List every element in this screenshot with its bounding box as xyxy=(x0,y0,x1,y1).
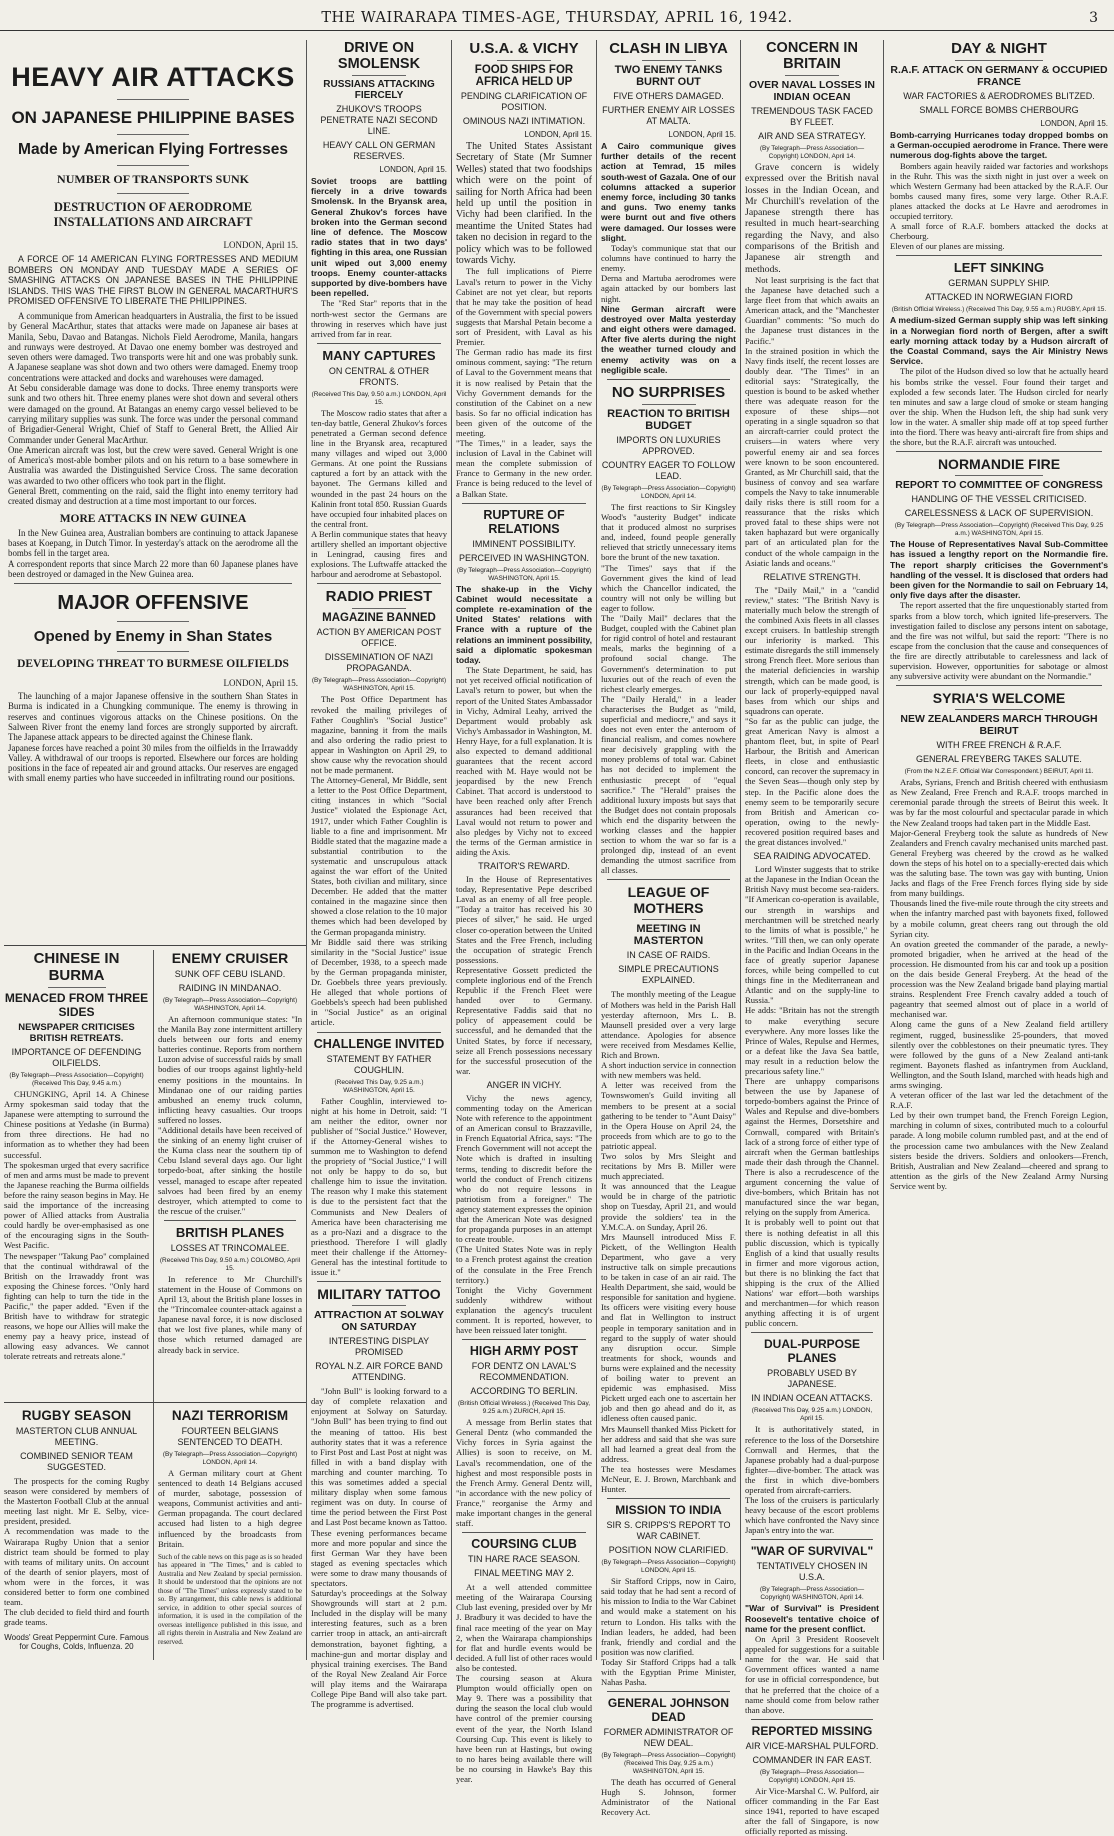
deck: ZHUKOV'S TROOPS PENETRATE NAZI SECOND LINE. xyxy=(320,104,438,136)
article-mission-to-india xyxy=(601,1503,736,1687)
headline: SYRIA'S WELCOME xyxy=(932,690,1066,707)
headline: NO SURPRISES xyxy=(611,384,726,402)
article-league-of-mothers xyxy=(601,884,736,1494)
article-reported-missing xyxy=(745,1724,879,1836)
headline: RUPTURE OF RELATIONS xyxy=(483,507,565,536)
column-nazi xyxy=(154,1408,306,1660)
article-body: In the New Guinea area, Australian bombers are continuing to attack Japanese bases at Koepang, in Dutch Timor. In yesterday's attack on the aerodrome all the bombs fell in the target area. A correspondent reports that since March 22 more than 60 Japanese planes have been destroyed or damaged in the New Guinea area. xyxy=(8,527,298,579)
credit: (From the N.Z.E.F. Official War Correspondent.) BEIRUT, April 11. xyxy=(904,768,1094,776)
article-body: Not least surprising is the fact that the Japanese have detached such a large fleet from that which awaits an American attack, and the "Manchester Guardian" comments: "So much do the Japanese trust distances in the Pacific." In the strained position in which the Navy finds itself, the recent losses are doubly dear. "The Times" in an editorial says: "Strategically, the question is bound to be asked whether there was adequate reason for the exposure of these ships—not operating in a single squadron so that an aircraft-carrier could protect the cruisers—in waters where very powerful enemy air and sea forces were known to be soon encountered. Granted, as Mr Churchill said, that the business of convoy and sea warfare compels the Navy to take innumerable daily risks there is still room for a reassurance that the risks which proved fatal to these ships were not taken haphazard but were organically part of an articulated plan for the conduct of the whole campaign in the Asiatic lands and oceans." xyxy=(745,274,879,568)
deck: FORMER ADMINISTRATOR OF NEW DEAL. xyxy=(603,1727,734,1749)
credit: (Received This Day, 9.50 a.m.) LONDON, April 15. xyxy=(311,390,447,406)
headline: DAY & NIGHT xyxy=(951,40,1047,57)
headline: CLASH IN LIBYA xyxy=(609,40,728,57)
article-body: Bombers again heavily raided war factories and workshops in the Ruhr. This was the sixth night in just over a week on which Western Germany had been attacked by the R.A.F. Our bombs caused many fires, some very large. Other R.A.F. planes attacked the docks at Le Havre and aerodromes in occupied territory. A small force of R.A.F. bombers attacked the docks at Cherbourg. Eleven of our planes are missing. xyxy=(890,160,1108,252)
headline: LEAGUE OF MOTHERS xyxy=(627,884,710,917)
deck: SIMPLE PRECAUTIONS EXPLAINED. xyxy=(618,964,719,986)
article-body: Father Coughlin, interviewed to-night at his home in Detroit, said: "I am neither the editor, owner nor publisher of "Social Justice." However, if the Attorney-General wishes to summon me to Washington to defend the propriety of "Social Justice," I will not only be happy to do so, but challenge him to issue the invitation. The reason why I make this statement is due to the persistent fact that the Communists and New Dealers of America have been characterising me as a pro-Nazi and a disgrace to the priesthood. Therefore I will gladly meet their challenge if the Attorney-General has the intestinal fortitude to issue it." xyxy=(311,1095,447,1278)
deck: IMPORTS ON LUXURIES APPROVED. xyxy=(616,435,721,457)
subheadline: ON JAPANESE PHILIPPINE BASES xyxy=(11,108,295,127)
deck: SMALL FORCE BOMBS CHERBOURG xyxy=(919,105,1079,115)
deck: WITH FREE FRENCH & R.A.F. xyxy=(936,740,1062,751)
deck: ROYAL N.Z. AIR FORCE BAND ATTENDING. xyxy=(315,1361,443,1383)
deck: PROBABLY USED BY JAPANESE. xyxy=(767,1368,857,1390)
subhead: RELATIVE STRENGTH. xyxy=(763,571,861,582)
article-body: It is authoritatively stated, in reference to the loss of the Dorsetshire Cornwall and Hermes, that the Japanese probably had a dual-purpose fighter—dive-bomber. The attack was the first in which dive-bombers operated from aircraft-carriers. The loss of the cruisers is particularly heavy because of the escort problems which have confronted the Navy since Japan's entry into the war. xyxy=(745,1424,879,1536)
advertisement: Woods' Great Peppermint Cure. Famous for Coughs, Colds, Influenza. 20 xyxy=(4,1633,149,1652)
copyright-notice: Such of the cable news on this page as is so headed has appeared in "The Times," and is cabled to Australia and New Zealand by special permission. It should be understood that the opinions are not those of "The Times" unless expressly stated to be so. By arrangement, this cable news is additional service, in addition to other special sources of information, it is used in the compilation of the overseas intelligence published in this issue, and all rights therein in Australia and New Zealand are reserved. xyxy=(158,1552,302,1646)
article-concern-in-britain xyxy=(745,40,879,1328)
deck: GENERAL FREYBERG TAKES SALUTE. xyxy=(916,754,1082,765)
intro: A Cairo communique gives further details of the recent action at Temrad, 15 miles south-west of Gazala. One of our columns attacked a superior enemy force, including 30 tanks and guns. Two enemy tanks were burnt out and five others were damaged. Our losses were slight. xyxy=(601,141,736,243)
headline: CHALLENGE INVITED xyxy=(313,1036,445,1051)
article-body: In reference to Mr Churchill's statement in the House of Commons on April 13, about the British plane losses in the "Trincomalee counter-attack against a Japanese naval force, it is now disclosed that we lost five planes, while many of those which returned damaged are already back in service. xyxy=(158,1273,302,1355)
subheadline: MEETING IN MASTERTON xyxy=(633,923,704,948)
subheadline: NEW ZEALANDERS MARCH THROUGH BEIRUT xyxy=(900,713,1098,738)
subheadline: FOOD SHIPS FOR AFRICA HELD UP xyxy=(474,64,574,88)
headline: REPORTED MISSING xyxy=(751,1723,873,1738)
headline: COURSING CLUB xyxy=(471,1537,577,1552)
article-body: The prospects for the coming Rugby season were considered by members of the Masterton Football Club at the annual meeting last night. Mr E. Selby, vice-president, presided. A recommendation was made to the Wairarapa Rugby Union that a senior district team should be formed to play with teams of military units. On account of the dearth of senior players, most of whom were in the forces, it was considered better to form one combined team. The club decided to field third and fourth grade teams. xyxy=(4,1476,149,1628)
headline: RUGBY SEASON xyxy=(21,1408,132,1423)
deck: FOURTEEN BELGIANS SENTENCED TO DEATH. xyxy=(177,1426,283,1447)
subheadline: TWO ENEMY TANKS BURNT OUT xyxy=(614,64,723,88)
intro: Soviet troops are battling fiercely in a drive towards Smolensk. In the Bryansk area, General Zhukov's forces have broken into the German second line of defence. The Moscow radio states that in two days' fighting in this area, one Russian unit wiped out 3,000 enemy troops. Enemy counter-attacks supported by dive-bombers have been repelled. xyxy=(311,176,447,299)
headline: U.S.A. & VICHY xyxy=(469,40,579,57)
deck: TREMENDOUS TASK FACED BY FLEET. xyxy=(751,106,873,127)
article-high-army-post xyxy=(456,1344,592,1528)
masthead xyxy=(0,0,1114,31)
deck: IMPORTANCE OF DEFENDING OILFIELDS. xyxy=(11,1047,142,1068)
article-british-planes xyxy=(158,1225,302,1355)
article-enemy-cruiser xyxy=(158,950,302,1216)
deck: RAIDING IN MINDANAO. xyxy=(178,983,282,993)
deck: SUNK OFF CEBU ISLAND. xyxy=(174,969,286,979)
deck: SIR S. CRIPPS'S REPORT TO WAR CABINET. xyxy=(606,1520,731,1542)
deck: Made by American Flying Fortresses xyxy=(18,141,288,158)
dateline: LONDON, April 15. xyxy=(668,130,736,139)
headline: MILITARY TATTOO xyxy=(317,1286,441,1303)
column-3 xyxy=(452,40,596,1784)
headline: "WAR OF SURVIVAL" xyxy=(750,1544,874,1559)
deck: FINAL MEETING MAY 2. xyxy=(474,1568,574,1579)
deck: AIR AND SEA STRATEGY. xyxy=(758,131,866,141)
dateline: LONDON, April 15. xyxy=(1040,119,1108,128)
article-clash-in-libya xyxy=(601,40,736,375)
dateline: LONDON, April 15. xyxy=(223,678,298,689)
article-general-johnson-dead xyxy=(601,1696,736,1817)
article-chinese-in-burma xyxy=(4,950,149,1362)
deck: NEWSPAPER CRITICISES BRITISH RETREATS. xyxy=(18,1022,135,1044)
deck: IMMINENT POSSIBILITY. xyxy=(472,538,576,549)
article-body: The death has occurred of General Hugh S. Johnson, former Administrator of the National Recovery Act. xyxy=(601,1777,736,1818)
article-body: The "Red Star" reports that in the north-west sector the Germans are throwing in reserves which have just arrived from far in rear. xyxy=(311,298,447,339)
credit: (By Telegraph—Press Association—Copyright) WASHINGTON, April 15. xyxy=(311,677,447,693)
deck: FIVE OTHERS DAMAGED. xyxy=(613,91,724,101)
deck: ATTACKED IN NORWEGIAN FIORD xyxy=(925,292,1073,303)
deck: INTERESTING DISPLAY PROMISED xyxy=(328,1336,430,1358)
deck: IN CASE OF RAIDS. xyxy=(626,950,711,961)
credit: (By Telegraph—Press Association—Copyright) LONDON, April 14. xyxy=(162,1451,298,1466)
subheadline: ATTRACTION AT SOLWAY ON SATURDAY xyxy=(313,1309,445,1334)
deck: DEVELOPING THREAT TO BURMESE OILFIELDS xyxy=(17,658,289,671)
deck: GERMAN SUPPLY SHIP. xyxy=(948,278,1050,289)
article-body: A message from Berlin states that General Dentz (who commanded the Vichy forces in Syria against the Allies) is soon to receive, on M. Laval's recommendation, one of the highest and most responsible posts in the French Army. General Dentz will, "in accordance with the new policy of France," reorganise the Army and make important changes in the general staff. xyxy=(456,1417,592,1529)
deck: ACCORDING TO BERLIN. xyxy=(470,1386,578,1397)
deck: ACTION BY AMERICAN POST OFFICE. xyxy=(316,627,442,649)
deck: DESTRUCTION OF AERODROME INSTALLATIONS AND AIRCRAFT xyxy=(53,200,253,229)
article-body: The pilot of the Hudson dived so low that he actually heard his bombs strike the vessel. Four found their target and exploded a few seconds later. The Hudson circled for nearly ten minutes and saw a large cloud of smoke or steam hanging over the ship. When the Hudson left, the ship had sunk very low in the water. A smaller ship made off at top speed further into the fiord. There was heavy anti-aircraft fire from ships and the shore, but the R.A.F. aircraft was untouched. xyxy=(890,366,1108,448)
deck: IN INDIAN OCEAN ATTACKS. xyxy=(751,1393,873,1404)
article-body: Sir Stafford Cripps, now in Cairo, said today that he had sent a record of his mission to India to the War Cabinet and would make a statement on his return to London. His talks with the Indian leaders, he added, had been frank, friendly and cordial and the position was now clarified. Today Sir Stafford Cripps had a talk with the Egyptian Prime Minister, Nahas Pasha. xyxy=(601,1576,736,1688)
deck: TIN HARE RACE SEASON. xyxy=(467,1554,581,1565)
article-body: The report asserted that the fire unquestionably started from sparks from a blow torch, which ignited life-preservers. The investigation failed to disclose any persons intent on sabotage, and the fire was not wilful, but said the report: "There is no escape from the conclusion that the cause and consequences of the fire are directly attributable to carelessness and lack of supervision. However, opportunities for sabotage or almost any subversive activity were abundant on the Normandie." xyxy=(890,600,1108,682)
headline: DUAL-PURPOSE PLANES xyxy=(763,1337,860,1366)
article-body: Arabs, Syrians, French and British cheered with enthusiasm as New Zealand, Free French and R.A.F. troops marched in ceremonial parade through the streets of Beirut this week. It was by far the most colourful and spectacular parade in which the New Zealand troops had taken part in the Middle East. Major-General Freyberg took the salute as hundreds of New Zealanders and French cavalry mechanised units marched past. General Freyberg was cheered by the crowd as he walked down the steps of his hotel on to a specially-erected dais which was the saluting base. The town was gay with bunting, Union Jacks and flags of the Free French forces flying side by side from many buildings. Thousands lined the five-mile route through the city streets and when the infantry marched past with bayonets fixed, followed by a mobile column, great cheers rang out through the old Syrian city. An ovation greeted the commander of the parade, a newly-promoted brigadier, when he arrived at the head of the procession. He dismounted from his car and took up a position on the dais beside General Freyberg. At the head of the procession was the New Zealand brigade band playing martial strains. Resplendent Free French cavalry added a touch of pageantry that seemed almost out of place in a world of mechanised war. Along came the guns of a New Zealand field artillery regiment, rugged, businesslike 25-pounders, that moved silently over the cobblestones on their pneumatic tyres. They were followed by the guns of a New Zealand anti-tank regiment. Bayonets flashed as infantrymen from Auckland, Wellington, and the South Island, marched with heads high and arms swinging. A veteran officer of the last war led the detachment of the R.A.F. Led by their own trumpet band, the French Foreign Legion, marching in column of sixes, contributed much to a colourful parade. A long mobile column rumbled past, and at the end of the procession came two ambulances with the New Zealand sisters beside the drivers. Soldiers and onlookers—French, British, Australian and New Zealand—cheered and sprang to attention as the girls of the New Zealand Army Nursing Service went by. xyxy=(890,777,1108,1191)
credit: (By Telegraph—Press Association—Copyright) WASHINGTON, April 15. xyxy=(456,566,592,582)
headline: CHINESE IN BURMA xyxy=(33,950,120,984)
deck: WAR FACTORIES & AERODROMES BLITZED. xyxy=(903,91,1095,101)
credit: (By Telegraph—Press Association—Copyright) LONDON, April 14. xyxy=(759,145,865,160)
article-body: At a well attended committee meeting of the Wairarapa Coursing Club last evening, presided over by Mr J. Bradbury it was decided to have the final race meeting of the year on May 2, when the Wairarapa championships for flat and hurdle events would be decided. A full list of other races would also be contested. The coursing season at Akura Plumpton would officially open on May 9. There was a possibility that during the season the local club would have control of the premier coursing event of the year, the North Island Coursing Cup. This event is likely to have been run at Hastings, but owing to no hares being available there will be no coursing in Hawke's Bay this year. xyxy=(456,1582,592,1784)
subheadline: OVER NAVAL LOSSES IN INDIAN OCEAN xyxy=(748,79,876,103)
article-body: A communique from American headquarters in Australia, the first to be issued by General MacArthur, states that attacks were made on Japanese air bases at Manila, Sebu, Davao and Batangas. Nichols Field Aerodrome, Manila, hangars and runways were destroyed. At Davao one enemy bomber was destroyed and seven others were damaged. Two transports were hit and one was probably sunk. A Japanese seaplane was shot down and two others were damaged. Enemy troop concentrations were attacked and docks and warehouses were damaged. At Sebu considerable damage was done to docks. Three enemy transports were sunk and two others hit. Three enemy planes were shot down and several others were damaged on the ground. At Batangas an enemy cargo vessel believed to be carrying military supplies was sunk. The force was under the personal command of Brigadier-General Wright, Chief of Staff to General Brett, the Allied Air Commander under General MacArthur. One American aircraft was lost, but the crew were saved. General Wright is one of America's most-able bomber pilots and on his return to a base somewhere in Australia was awarded the Distinguished Service Cross. The same decoration was awarded to two other officers who took part in the flight. General Brett, commenting on the raid, said the flight into enemy territory had created dismay and destruction at a time most important to our forces. xyxy=(8,310,298,507)
deck: TENTATIVELY CHOSEN IN U.S.A. xyxy=(756,1561,868,1583)
article-challenge-invited xyxy=(311,1037,447,1278)
article-body: Nine German aircraft were destroyed over Malta yesterday and eight others were damaged. After five alerts during the night the weather turned cloudy and enemy activity was on a negligible scale. xyxy=(601,303,736,375)
credit: (Received This Day, 9.25 a.m.) WASHINGTON, April 15. xyxy=(334,1078,424,1094)
article-radio-priest xyxy=(311,588,447,1027)
article-heavy-air-attacks xyxy=(8,62,298,579)
deck: OMINOUS NAZI INTIMATION. xyxy=(462,116,586,126)
credit: (Received This Day, 9.50 a.m.) COLOMBO, April 15. xyxy=(159,1256,301,1272)
credit: (British Official Wireless.) (Received This Day, 9.55 a.m.) RUGBY, April 15. xyxy=(891,306,1107,314)
intro: The United States Assistant Secretary of State (Mr Sumner Welles) stated that two foodships which were on the point of sailing for North Africa had been held up until the position in Vichy had been clarified. In the meantime the United States had taken no decision in regard to the policy which was to be followed towards Vichy. xyxy=(456,141,592,267)
deck: PENDING CLARIFICATION OF POSITION. xyxy=(460,91,588,112)
dateline: LONDON, April 15. xyxy=(379,165,447,174)
deck: HANDLING OF THE VESSEL CRITICISED. xyxy=(911,494,1087,505)
deck: COUNTRY EAGER TO FOLLOW LEAD. xyxy=(601,460,736,482)
subheadline: MENACED FROM THREE SIDES xyxy=(4,991,149,1019)
credit: (By Telegraph—Press Association—Copyright) (Received This Day, 9.45 a.m.) xyxy=(9,1072,144,1087)
article-body: In the House of Representatives today, Representative Pepe described Laval as an enemy of all free people. "Today a traitor has received his 30 pieces of silver," he said. He urged closer co-operation between the United States and the Free French, including the occupation of strategic French possessions. Representative Gossett predicted the complete inglorious end of the French Republic if the French Fleet were handed over to Germany. Representative Faddis said that no policy of appeasement could be successful, and he demanded that the United States, by force if necessary, seize all French possessions necessary for the successful prosecution of the war. xyxy=(456,874,592,1076)
credit: (By Telegraph—Press Association—Copyright) LONDON, April 14. xyxy=(601,485,736,501)
intro: The House of Representatives Naval Sub-Committee has issued a lengthy report on the Normandie fire. The report sharply criticises the Government's handling of the vessel. It is disclosed that orders had been given for the Normandie to sail on February 14, only five days after the disaster. xyxy=(890,539,1108,601)
intro: The shake-up in the Vichy Cabinet would necessitate a complete re-examination of the United States' relations with France with a rupture of the relations an imminent possibility, said a diplomatic spokesman today. xyxy=(456,583,592,666)
headline: HIGH ARMY POST xyxy=(469,1344,579,1359)
article-body: Today's communique stat that our columns have continued to harry the enemy. Derna and Martuba aerodromes were again attacked by our bombers last night. xyxy=(601,243,736,304)
headline: MISSION TO INDIA xyxy=(615,1503,722,1518)
deck: CARELESSNESS & LACK OF SUPERVISION. xyxy=(904,508,1094,519)
headline: RADIO PRIEST xyxy=(325,588,433,606)
headline: DRIVE ON SMOLENSK xyxy=(337,40,421,72)
column-rugby xyxy=(0,1408,153,1660)
article-body: The Moscow radio states that after a ten-day battle, General Zhukov's forces penetrated a German second defence line in the Bryansk area, recaptured many villages and wiped out 3,000 Germans. At one point the Russians captured a fort by an attack with the bayonet. The Germans killed and wounded in the past 24 hours on the Kalinin front total 850. Russian Guards have occupied four inhabited places on the central front. A Berlin communique states that heavy artillery shelled an important objective in Leningrad, causing fires and explosions. The Luftwaffe attacked the harbour and aerodrome at Sebastopol. xyxy=(311,407,447,580)
deck: RUSSIANS ATTACKING FIERCELY xyxy=(323,79,435,101)
subhead: ANGER IN VICHY. xyxy=(486,1079,562,1090)
credit: (British Official Wireless.) (Received This Day, 9.25 a.m.) ZURICH, April 15. xyxy=(457,1400,591,1416)
subhead: SEA RAIDING ADVOCATED. xyxy=(753,851,871,862)
intro: Grave concern is widely expressed over the British naval losses in the Indian Ocean, and Mr Churchill's revelation of the Japanese strength there has resulted in much heart-searching regarding the Navy, and also comparisons of the British and Japanese air strength and methods. xyxy=(745,162,879,275)
subheadline: MAGAZINE BANNED xyxy=(322,612,436,625)
article-body: A German military court at Ghent sentenced to death 14 Belgians accused of murder, sabotage, possession of weapons, Communist activities and anti-German propaganda. The court declared accused had listen to a high degree influenced by the broadcasts from Britain. xyxy=(158,1468,302,1549)
article-usa-vichy xyxy=(456,40,592,499)
article-drive-on-smolensk xyxy=(311,40,447,339)
subheadline: R.A.F. ATTACK ON GERMANY & OCCUPIED FRANCE xyxy=(890,64,1108,88)
article-body: Air Vice-Marshal C. W. Pulford, air officer commanding in the Far East since 1941, reported to have escaped after the fall of Singapore, is now officially reported as missing. xyxy=(745,1785,879,1836)
deck: AIR VICE-MARSHAL PULFORD. xyxy=(745,1740,879,1751)
article-body: The "Daily Mail," in a "candid review," states: "The British Navy is materially much below the strength of the combined Axis fleets in all classes except cruisers. In battleship strength our inferiority is marked. This estimate disregards the still immensely strong French fleet. More serious than the material deficiencies in warship strength, which can be made good, is our lack of properly-equipped naval bases from which our ships and squadrons can operate. "So far as the public can judge, the great American Navy is almost a phantom fleet, but, in spite of Pearl Harbour, the British and American fleets, in close and enthusiastic concord, can recover the supremacy in the Seven Seas—though only step by step. In the Pacific alone does the enemy seem to be temporarily secure from British and American co-operation, owing to the newly-recovered position required bases and the great distances involved." xyxy=(745,584,879,848)
deck: PERCEIVED IN WASHINGTON. xyxy=(458,552,590,563)
deck: FURTHER ENEMY AIR LOSSES AT MALTA. xyxy=(602,105,735,126)
deck: DISSEMINATION OF NAZI PROPAGANDA. xyxy=(324,652,434,674)
article-body: "John Bull" is looking forward to a day of complete relaxation and enjoyment at Solway on Saturday. "John Bull" has been trying to find out the meaning of tattoo. His best authority states that it was a reference to First Post and Last Post at night was filled in with a band display with marching and counter marching. To this was sometimes added a special military display when some famous regiment was on duty. In course of time the period between the First Post and Last Post became known as Tattoo. These evening performances became more and more popular and since the first German War they have been staged as evening spectacles which were some to draw many thousands of spectators. Saturday's proceedings at the Solway Showgrounds will start at 2 p.m. Included in the display will be many interesting features, such as a bren carrier troop in attack, an anti-aircraft demonstration, bayonet fighting, a machine-gun and mortar display and physical training exercises. The Band of the Royal New Zealand Air Force will play items and the Wairarapa College Pipe Band will also take part. The programme is advertised. xyxy=(311,1386,447,1710)
article-rupture-of-relations xyxy=(456,508,592,1336)
article-military-tattoo xyxy=(311,1286,447,1709)
deck: COMBINED SENIOR TEAM SUGGESTED. xyxy=(20,1451,133,1472)
credit: (Received This Day, 9.25 a.m.) LONDON, April 15. xyxy=(751,1407,873,1423)
credit: (By Telegraph—Press Association—Copyright) LONDON, April 15. xyxy=(759,1768,865,1784)
subheadline: Opened by Enemy in Shan States xyxy=(33,628,273,646)
intro: A FORCE OF 14 AMERICAN FLYING FORTRESSES AND MEDIUM BOMBERS ON MONDAY AND TUESDAY MADE A SERIES OF SMASHING ATTACKS ON JAPANESE BASES IN THE PHILIPPINE ISLANDS. THIS WAS THE FIRST BLOW IN GENERAL MACARTHUR'S PROMISED OFFENSIVE TO LIBERATE THE PHILIPPINES. xyxy=(8,254,298,307)
credit: (By Telegraph—Press Association—Copyright) LONDON, April 15. xyxy=(601,1559,736,1575)
article-coursing-club xyxy=(456,1537,592,1784)
article-body: The monthly meeting of the League of Mothers was held in the Parish Hall yesterday afternoon, Mrs L. B. Maunsell presided over a very large attendance. Apologies for absence were received from Mesdames Kellie, Rich and Brown. A short induction service in connection with new members was held. A letter was received from the Townswomen's Guild inviting all members to be present at a social gathering to be tender to "Aunt Daisy" in the Opera House on April 24, the proceeds from which are to go to the patriotic appeal. Two solos by Mrs Sleight and recitations by Mrs B. Miller were much appreciated. It was announced that the League would be in charge of the patriotic shop on Tuesday, April 21, and would provide the soldiers' tea in the Y.M.C.A. on Sunday, April 26. Mrs Maunsell introduced Miss F. Pickett, of the Wellington Health Department, who gave a very instructive talk on simple precautions to be taken in case of an air raid. The Health Department, she said, would be responsible for sanitation and hygiene. Its officers were visiting every house and flat in Wellington to instruct people in temporary sanitation and in regard to the supply of water should any disruption occur. Simple treatments for shock, wounds and burns were explained and the necessity of boiling water to prevent an epidemic was emphasised. Miss Pickett urged each one to ascertain her job and then go ahead and do it, as idleness often caused panic. Mrs Maunsell thanked Miss Pickett for her address and said that she was sure all had learned a great deal from the address. The tea hostesses were Mesdames McNeur, E. J. Brown, Marchbank and Hunter. xyxy=(601,989,736,1495)
deck: HEAVY CALL ON GERMAN RESERVES. xyxy=(322,140,436,161)
article-dual-purpose-planes xyxy=(745,1337,879,1535)
deck: COMMANDER IN FAR EAST. xyxy=(752,1754,872,1765)
article-day-and-night xyxy=(890,40,1108,251)
article-body: The full implications of Pierre Laval's return to power in the Vichy Cabinet are not yet clear, but reports that he may take the position of head of the Government with special powers suggests that Marshal Petain become a sort of President, with Laval as his Premier. The German radio has made its first ominous comment, saying: "The return of Laval to the Government means that it is now realised by Petain that the Vichy Government demands for the constitution of the Cabinet on a new basis. So far no official indication has been given of the outcome of the meeting. "The Times," in a leader, says the inclusion of Laval in the Cabinet will mean the complete submission of France to Germany in the new order. France is being reduced to the level of a Balkan State. xyxy=(456,266,592,499)
deck: ON CENTRAL & OTHER FRONTS. xyxy=(328,365,430,387)
subheadline: REACTION TO BRITISH BUDGET xyxy=(607,408,730,433)
article-left-sinking xyxy=(890,260,1108,447)
headline: GENERAL JOHNSON DEAD xyxy=(607,1696,730,1725)
deck: LOSSES AT TRINCOMALEE. xyxy=(170,1242,290,1253)
column-4 xyxy=(597,40,740,1818)
lead-column xyxy=(0,40,306,945)
subhead: TRAITOR'S REWARD. xyxy=(478,861,570,872)
article-body: The State Department, he said, has not yet received official notification of Laval's return to power, but when the report of the United States Ambassador in Vichy, Admiral Leahy, arrived the Department would probably ask Vichy's Ambassador in Washington, M. Henry Haye, for a full explanation. It is also expected to demand additional guarantees that the recent accord reached with M. Haye would not be jeopardised by the new French Cabinet. That accord is understood to have been reached only after French assurances had been received that Laval would not return to power and also pledges by Vichy not to exceed the terms of the German armistice in aiding the Axis. xyxy=(456,665,592,857)
article-body: Vichy the news agency, commenting today on the American Note with reference to the appointment of an American consul to Brazzaville, in French Equatorial Africa, says: "The French Government will not accept the Note which is drafted in insulting terms, tending to discredit before the world the conduct of French citizens who do not require lessons in patriotism from a foreigner." The agency statement expresses the opinion that the American Note was designed for propaganda purposes in an attempt to create trouble. (The United States Note was in reply to a French protest against the creation of the consulate in the Free French territory.) Tonight the Vichy Government suddenly withdrew without explanation the agency's truculent comment. It is reported, however, to have been reissued later tonight. xyxy=(456,1092,592,1336)
masthead-title: THE WAIRARAPA TIMES-AGE, THURSDAY, APRIL 16, 1942. xyxy=(321,10,793,26)
headline: MAJOR OFFENSIVE xyxy=(57,592,249,615)
column-2 xyxy=(307,40,451,1710)
article-body: On April 3 President Roosevelt appealed for suggestions for a suitable name for the war. He said that Government offices wanted a name for use in official correspondence, but that he preferred that the choice of a name should come from below rather than above. xyxy=(745,1634,879,1715)
subhead: MORE ATTACKS IN NEW GUINEA xyxy=(59,512,247,525)
intro: A medium-sized German supply ship was left sinking in a Norwegian fiord north of Bergen, after a swift early morning attack today by a Hudson aircraft of the Coastal Command, says the Air Ministry News Service. xyxy=(890,315,1108,367)
headline: ENEMY CRUISER xyxy=(171,950,289,966)
article-normandie-fire xyxy=(890,456,1108,681)
credit: (By Telegraph—Press Association—Copyright) (Received This Day, 9.25 a.m.) WASHINGTON, April 15. xyxy=(894,522,1104,538)
headline: HEAVY AIR ATTACKS xyxy=(11,62,295,92)
deck: POSITION NOW CLARIFIED. xyxy=(608,1545,729,1556)
subheadline: REPORT TO COMMITTEE OF CONGRESS xyxy=(895,479,1103,492)
article-nazi-terrorism xyxy=(158,1408,302,1646)
article-body: CHUNGKING, April 14. A Chinese Army spokesman said today that the Japanese were attempting to surround the Chinese positions at Yedashe (in Burma) from three directions. He had no information as to whether they had been successful. The spokesman urged that every sacrifice of men and arms must be made to prevent the Japanese reaching the Burma oilfields before the rainy season begins in May. He said the importance of the increasing power of Allied attacks from Australia could hardly be over-emphasised as one of the encouraging signs in the South-West Pacific. The newspaper "Takung Pao" complained that the continual withdrawal of the British on the Irrawaddy front was exposing the Chinese forces. "Only hard fighting can help to turn the tide in the Pacific," the paper added. "Even if the British have to withdraw for strategic reasons, we hope our Allies will make the enemy pay a heavy price, instead of allowing easy advances. We cannot tolerate retreats and retreats alone." xyxy=(4,1089,149,1362)
deck: FOR DENTZ ON LAVAL'S RECOMMENDATION. xyxy=(471,1361,577,1383)
headline: NAZI TERRORISM xyxy=(171,1408,289,1423)
column-6 xyxy=(884,40,1114,1660)
headline: CONCERN IN BRITAIN xyxy=(766,40,858,72)
article-war-of-survival xyxy=(745,1544,879,1714)
column-5 xyxy=(741,40,883,1836)
article-syrias-welcome xyxy=(890,690,1108,1191)
article-body: An afternoon communique states: "In the Manila Bay zone intermittent artillery duels between our forts and enemy batteries continue. Reports from northern Luzon advise of successful raids by small bodies of our troops against lightly-held enemy positions in the mountains. In Mindanao one of our raiding parties ambushed an enemy truck column, inflicting heavy casualties. Our troops suffered no losses. "Additional details have been received of the sinking of an enemy light cruiser of the Kuma class near the southern tip of Cebu Island several days ago. Our light torpedo-boat, after sinking the hostile vessel, managed to escape after repeated salvoes had been fired by an enemy destroyer, which attempted to come to the rescue of the cruiser." xyxy=(158,1014,302,1216)
article-body: The Post Office Department has revoked the mailing privileges of Father Coughlin's "Social Justice" magazine, banning it from the mails and also ordering the radio priest to appear in Washington on April 29, to show cause why the revocation should not be made permanent. The Attorney-General, Mr Biddle, sent a letter to the Post Office Department, citing instances in which "Social Justice" violated the Espionage Act, 1917, under which Father Coughlin is liable to a fine and imprisonment. Mr Biddle stated that the magazine made a substantial contribution to the systematic and unscrupulous attack against the war effort of the United States, both civilian and military, since December. He added that the matter contained in the magazine since then showed a close relation to the 10 major themes which had been developed by the German propaganda ministry. Mr Biddle said there was striking similarity in the "Social Justice" issue of December, 1938, to a speech made by the German propaganda minister, Dr. Goebbels three years previously. He alleged that whole portions of Goebbels's speech had been published in "Social Justice" as an original article. xyxy=(311,694,447,1028)
dateline: LONDON, April 15. xyxy=(223,240,298,250)
article-body: Lord Winster suggests that to strike at the Japanese in the Indian Ocean the British Navy must become sea-raiders. "If American co-operation is available, our strength in warships and merchantmen will be stretched nearly to the limits of what is possible," he writes. "Till then, we can only operate in the Pacific and Indian Oceans in the face of greatly superior Japanese forces, while being compelled to cut things fine in the Mediterranean and Atlantic and on the supply-line to Russia." He adds: "Britain has not the strength to make everything secure everywhere. Any more losses like the Prince of Wales, Repulse and Hermes, or a defeat like the Java Sea battle, may result in a reduction below the precarious safety line." There are unhappy comparisons between the use by Japanese of torpedo-bombers against the Prince of Wales and Repulse and dive-bombers against the Hermes, Dorsetshire and Cornwall, compared with Britain's lack of a strong force of either type of aircraft when the German battleships made their dash through the Channel. There is also a recrudescence of the argument concerning the value of dive-bombers, which Britain has not manufactured since the war began, relying on the supply from America. It is probably well to point out that there is nothing defeatist in all this public discussion, which is typically English of a kind that usually results in firmer and more vigorous action, but there is no blinking the fact that shipping is the crux of the Allied Nations' war effort—both warships and merchantmen—for which reason anything affecting it is of urgent public concern. xyxy=(745,864,879,1329)
intro: Bomb-carrying Hurricanes today dropped bombs on a German-occupied aerodrome in France. There were numerous dog-fights above the target. xyxy=(890,130,1108,161)
headline: LEFT SINKING xyxy=(953,260,1045,276)
article-body: The launching of a major Japanese offensive in the southern Shan States in Burma is indicated in a Chungking communique. The enemy is throwing in reserves and continues vigorous attacks on the Chinese positions. On the Salween River front the enemy land forces are strongly supported by aircraft. The Japanese attack appears to be directed against the Chinese flank. Japanese forces have reached a point 30 miles from the oilfields in the Irrawaddy Valley. A withdrawal of our troops is reported. Elsewhere our forces are holding positions in the face of repeated air and ground attacks. Our reserves are engaged with small enemy parties who have succeeded in infiltrating round our positions. xyxy=(8,691,298,784)
deck: MASTERTON CLUB ANNUAL MEETING. xyxy=(15,1426,138,1447)
deck: NUMBER OF TRANSPORTS SUNK xyxy=(57,172,249,186)
credit: (By Telegraph—Press Association—Copyright) WASHINGTON, April 14. xyxy=(759,1586,865,1602)
article-many-captures xyxy=(311,348,447,580)
intro: "War of Survival" is President Roosevelt's tentative choice of name for the present conflict. xyxy=(745,1603,879,1634)
credit: (By Telegraph—Press Association—Copyright) WASHINGTON, April 14. xyxy=(162,997,298,1012)
headline: MANY CAPTURES xyxy=(322,347,436,363)
article-body: The first reactions to Sir Kingsley Wood's "austerity Budget" indicate that it produced almost no surprises and, indeed, found people generally relieved that strictly unnecessary items bore the brunt of the new taxation. "The Times" says that if the Government gives the kind of lead which the Chancellor indicated, the country will not only be willing but eager to follow. The "Daily Mail" declares that the Budget, coupled with the Cabinet plan for rigid control of hotel and restaurant meals, marks the beginning of a profound social change. The Government's determination to put luxuries out of the reach of even the richest clearly emerges. The "Daily Herald," in a leader characterises the Budget as "mild, superficial and mediocre," and says it does not even enter the anteroom of financial realism, and comes nowhere near decisively grappling with the money problems of total war. Cabinet has not decided to implement the enthusiastic precept of "equal sacrifice." The "Herald" praises the additional luxury imposts but says that the Budget does not contain proposals which end the disparity between the working classes and the happier section to whom the war so far is a prolonged dip, instead of an event demanding the utmost sacrifice from all classes. xyxy=(601,502,736,876)
article-rugby-season xyxy=(4,1408,149,1651)
credit: (By Telegraph—Press Association—Copyright) (Received This Day, 9.25 a.m.) WASHINGTON, April 15. xyxy=(601,1752,736,1776)
headline: BRITISH PLANES xyxy=(175,1224,285,1240)
dateline: LONDON, April 15. xyxy=(524,130,592,139)
article-no-surprises xyxy=(601,384,736,875)
page-number: 3 xyxy=(1089,10,1098,26)
deck: STATEMENT BY FATHER COUGHLIN. xyxy=(326,1053,432,1075)
headline: NORMANDIE FIRE xyxy=(937,456,1061,473)
article-major-offensive xyxy=(8,592,298,784)
